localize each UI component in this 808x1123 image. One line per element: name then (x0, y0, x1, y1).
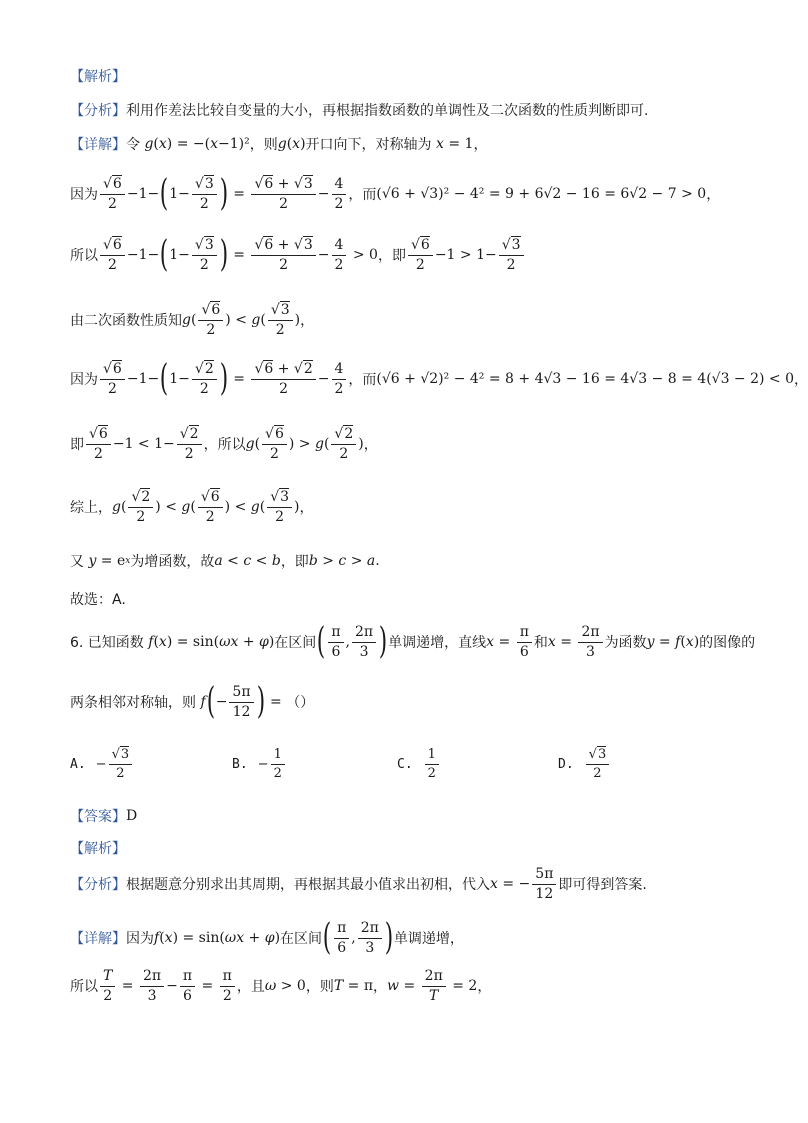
formula: − (166, 978, 178, 995)
formula: x (125, 556, 131, 566)
formula: x (486, 634, 495, 650)
formula: < (251, 553, 272, 569)
formula: x (431, 136, 444, 152)
formula: c (243, 553, 252, 569)
answer-value: D (126, 808, 138, 824)
text: 根据题意分别求出其周期，再根据其最小值求出初相，代入 (126, 877, 490, 894)
detail-line-1 (70, 134, 487, 154)
label-xiangjie: 【详解】 (70, 137, 126, 153)
formula: > 0 (276, 978, 306, 995)
formula: ) (378, 621, 388, 662)
formula: T (333, 978, 344, 995)
formula: φ (264, 930, 275, 946)
formula: ( (153, 136, 159, 152)
formula: $\frac{\pi}{6}$ (334, 921, 349, 955)
formula: ) (294, 499, 300, 516)
text: 又 (70, 554, 84, 570)
formula: √ $\frac{6}{2}$ (262, 427, 287, 461)
formula: $\frac{2\pi}{3}$ (578, 625, 602, 659)
text: ， (794, 372, 808, 388)
text: ，即 (280, 554, 309, 570)
option-letter: D. (558, 756, 574, 772)
question-6-line-1 (70, 621, 756, 662)
formula: ( (323, 436, 330, 453)
formula: (√6 + √2)² − 4² = 8 + 4√3 − 16 = 4√3 − 8 = 4(√3 − 2) < 0 (376, 371, 795, 387)
formula: x (164, 930, 173, 946)
option-b[interactable] (232, 748, 287, 780)
formula: , (351, 930, 356, 946)
formula: ) (384, 917, 394, 958)
formula: √ $\frac{3}{2}$ (192, 177, 217, 211)
formula: ) (256, 681, 265, 722)
text: 即可得到答案. (558, 877, 647, 894)
formula: −1− (126, 247, 160, 263)
formula: ) = sin( (172, 930, 225, 946)
text: 所以 (70, 248, 98, 264)
detail-line-7 (70, 490, 314, 524)
formula: b (271, 553, 281, 569)
formula: $\frac{1}{2}$ (425, 748, 439, 780)
formula: c (338, 553, 347, 569)
detail-line-4 (70, 303, 314, 337)
formula: ) > (288, 436, 315, 453)
formula: ) (300, 136, 306, 152)
analysis-text: 利用作差法比较自变量的大小，再根据指数函数的单调性及二次函数的性质判断即可. (126, 103, 649, 119)
formula: ( (120, 499, 127, 516)
formula: = − (497, 876, 531, 893)
formula: = e (96, 553, 126, 569)
formula: = (494, 634, 515, 650)
formula: = (197, 978, 218, 995)
formula: g (250, 499, 260, 516)
formula: √ $\frac{6}{2}$ (100, 362, 125, 396)
formula: $\frac{\pi}{6}$ (180, 969, 195, 1003)
formula: 1− (169, 371, 190, 387)
detail-line-3 (70, 234, 526, 275)
formula: x (292, 136, 301, 152)
text: 和 (533, 635, 548, 651)
formula: g (314, 436, 324, 453)
label-fenxi: 【分析】 (70, 103, 126, 119)
formula: − (317, 186, 330, 202)
formula: g (251, 312, 261, 329)
conclusion-line (70, 589, 126, 609)
text: ， (473, 137, 488, 153)
detail-line-q6-1 (70, 917, 464, 958)
formula: √ $\frac{6}{2}$ (198, 303, 223, 337)
formula: (√6 + √3)² − 4² = 9 + 6√2 − 16 = 6√2 − 7 > 0 (376, 186, 707, 202)
analysis-line-2 (70, 867, 647, 901)
formula: ωx (219, 634, 239, 650)
text: ，则 (305, 979, 334, 996)
option-a[interactable] (70, 748, 134, 780)
formula: √ $\frac{6 + √ 3}{2}$ (251, 177, 315, 211)
formula: x (158, 136, 167, 152)
formula: f (143, 634, 154, 650)
option-letter: A. (70, 756, 86, 772)
formula: x (547, 634, 556, 650)
formula: = 1 (443, 136, 474, 152)
formula: φ (259, 634, 269, 650)
text: 因为 (70, 372, 98, 388)
formula: √ $\frac{6 + √ 2}{2}$ (251, 362, 315, 396)
formula: √ $\frac{6}{2}$ (198, 490, 223, 524)
formula: √ $\frac{3}{2}$ (268, 303, 293, 337)
formula: ( (159, 930, 165, 946)
formula: − (317, 247, 330, 263)
formula: ( (206, 681, 215, 722)
text: ， (373, 979, 388, 996)
formula: √ $\frac{6}{2}$ (86, 427, 111, 461)
formula: = (654, 634, 676, 650)
text: ， (363, 437, 378, 454)
formula: f (154, 930, 160, 946)
formula: ) < (225, 312, 252, 329)
text: 单调递增， (393, 931, 464, 947)
formula: ( (160, 234, 169, 275)
formula: ) (274, 930, 281, 946)
formula: ( (260, 312, 266, 329)
answer-options (70, 748, 720, 792)
formula: x (210, 136, 218, 152)
formula: g (181, 499, 191, 516)
formula: = (228, 186, 250, 202)
conclusion-text: 故选：A. (70, 592, 126, 608)
formula: $\frac{\pi}{6}$ (328, 625, 343, 659)
formula: ) (268, 634, 275, 650)
detail-line-2 (70, 173, 721, 214)
option-c[interactable] (397, 748, 441, 780)
formula: ( (322, 917, 332, 958)
text: 由二次函数性质知 (70, 313, 182, 330)
text: 所以 (70, 979, 98, 996)
text: . (375, 553, 380, 569)
formula: ) (693, 634, 700, 650)
formula: √ $\frac{3}{2}$ (192, 238, 217, 272)
text: 为函数 (604, 635, 647, 651)
formula: $\frac{4}{2}$ (332, 362, 347, 396)
formula: $\frac{2\pi}{3}$ (140, 969, 164, 1003)
formula: $\frac{2\pi}{T}$ (422, 969, 446, 1003)
text: 因为 (70, 187, 98, 203)
formula: ωx (224, 930, 245, 946)
formula: , (345, 634, 350, 650)
detail-line-6 (70, 427, 378, 461)
formula: = (117, 978, 138, 995)
formula: ( (680, 634, 686, 650)
formula: √ $\frac{2}{2}$ (128, 490, 153, 524)
formula: $\frac{5\pi}{12}$ (532, 867, 556, 901)
formula: √ $\frac{6}{2}$ (100, 177, 125, 211)
formula: w (387, 978, 400, 995)
text: ，所以 (203, 437, 246, 454)
label-xiangjie: 【详解】 (70, 931, 126, 947)
formula: $\frac{5\pi}{12}$ (229, 685, 253, 719)
analysis-line (70, 100, 648, 120)
formula: −1)² (218, 136, 250, 152)
text: 单调递增，直线 (388, 635, 487, 651)
formula: x (685, 634, 694, 650)
formula: = (228, 371, 250, 387)
option-letter: B. (232, 756, 248, 772)
formula: a (214, 553, 223, 569)
text: 在区间 (274, 635, 317, 651)
formula: ( (317, 621, 326, 662)
formula: b (308, 553, 318, 569)
formula: ) = sin( (166, 634, 220, 650)
formula: g (245, 436, 255, 453)
answer-line (70, 806, 137, 826)
formula: ( (286, 136, 293, 152)
formula: f (675, 634, 681, 650)
formula: = 2 (447, 978, 478, 995)
formula: ( (190, 312, 197, 329)
formula: ( (254, 436, 261, 453)
formula: ( (259, 499, 266, 516)
formula: y (646, 634, 655, 650)
formula: g (182, 312, 191, 329)
formula: + (238, 634, 260, 650)
formula: √ $\frac{6}{2}$ (100, 238, 125, 272)
text: 的图像的 (699, 635, 756, 651)
formula: √ $\frac{3}{2}$ (267, 490, 292, 524)
formula: = (228, 247, 250, 263)
formula: $\frac{\pi}{6}$ (517, 625, 532, 659)
formula: x (158, 634, 167, 650)
formula: √ $\frac{6 + √ 3}{2}$ (251, 238, 315, 272)
text: ， (477, 979, 492, 996)
formula: 1− (169, 186, 190, 202)
label-daan: 【答案】 (70, 809, 126, 825)
text: ，则 (249, 137, 278, 153)
formula: ( (153, 634, 159, 650)
formula: ) (219, 358, 228, 399)
formula: > (317, 553, 339, 569)
text: 因为 (126, 931, 154, 947)
formula: − (95, 756, 107, 772)
formula: $\frac{4}{2}$ (332, 177, 347, 211)
section-jiexi-1 (70, 66, 126, 86)
formula: $\frac{2\pi}{3}$ (358, 921, 382, 955)
formula: + (244, 930, 265, 946)
formula: y (84, 553, 97, 569)
formula: ( (160, 358, 169, 399)
text: 为增函数，故 (130, 554, 215, 570)
text: 在区间 (280, 931, 323, 947)
detail-line-8 (70, 551, 380, 571)
formula: √ $\frac{3}{2}$ (499, 238, 524, 272)
formula: = (555, 634, 577, 650)
text: ，而 (348, 187, 377, 203)
formula: ) (294, 312, 301, 329)
formula: −1 > 1− (434, 247, 497, 263)
formula: −1 < 1− (112, 436, 175, 453)
label-fenxi: 【分析】 (70, 877, 126, 894)
formula: = (265, 694, 287, 710)
formula: ω (264, 978, 277, 995)
formula: − (257, 756, 269, 772)
formula: f (196, 694, 206, 710)
formula: ) (358, 436, 364, 453)
question-6-line-2 (70, 681, 315, 722)
formula: = π (343, 978, 374, 995)
text: 两条相邻对称轴，则 (70, 695, 196, 711)
formula: > 0 (348, 247, 378, 263)
text: ， (706, 187, 721, 203)
formula: g (140, 136, 154, 152)
section-jiexi-2 (70, 838, 126, 858)
text: ， (299, 500, 314, 517)
text: 即 (70, 437, 84, 454)
formula: ) < (155, 499, 182, 516)
text: 6. 已知函数 (70, 635, 144, 651)
formula: $\frac{\pi}{2}$ (220, 969, 235, 1003)
formula: g (277, 136, 287, 152)
formula: ) < (224, 499, 251, 516)
formula: √ $\frac{6}{2}$ (408, 238, 433, 272)
formula: g (112, 499, 121, 516)
formula: $\frac{2\pi}{3}$ (352, 625, 376, 659)
formula: −1− (126, 186, 160, 202)
formula: ) (219, 173, 228, 214)
formula: $\frac{4}{2}$ (332, 238, 347, 272)
detail-line-q6-2 (70, 969, 491, 1003)
text: 开口向下，对称轴为 (305, 137, 432, 153)
formula: √ $\frac{2}{2}$ (177, 427, 202, 461)
text: 令 (126, 137, 140, 153)
formula: ) (219, 234, 228, 275)
detail-line-5 (70, 358, 808, 399)
option-letter: C. (397, 756, 413, 772)
formula: = (399, 978, 420, 995)
formula: √ $\frac{3}{2}$ (109, 748, 133, 780)
formula: ( (160, 173, 169, 214)
text: （） (286, 695, 315, 711)
label-jiexi: 【解析】 (70, 69, 126, 85)
formula: $\frac{1}{2}$ (271, 748, 285, 780)
formula: > (346, 553, 367, 569)
formula: ) = −( (166, 136, 211, 152)
formula: − (317, 371, 330, 387)
formula: −1− (126, 371, 160, 387)
formula: √ $\frac{2}{2}$ (192, 362, 217, 396)
text: ，且 (236, 979, 265, 996)
option-d[interactable] (558, 748, 611, 780)
text: 综上， (70, 500, 112, 517)
text: ，即 (377, 248, 406, 264)
formula: x (490, 876, 498, 893)
formula: a (366, 553, 376, 569)
formula: $\frac{T}{2}$ (100, 969, 115, 1003)
formula: < (222, 553, 244, 569)
formula: √ $\frac{3}{2}$ (586, 748, 610, 780)
text: ，而 (348, 372, 377, 388)
formula: 1− (169, 247, 190, 263)
formula: − (215, 694, 228, 710)
text: ， (300, 313, 315, 330)
formula: ( (190, 499, 196, 516)
label-jiexi: 【解析】 (70, 841, 126, 857)
formula: √ $\frac{2}{2}$ (331, 427, 356, 461)
